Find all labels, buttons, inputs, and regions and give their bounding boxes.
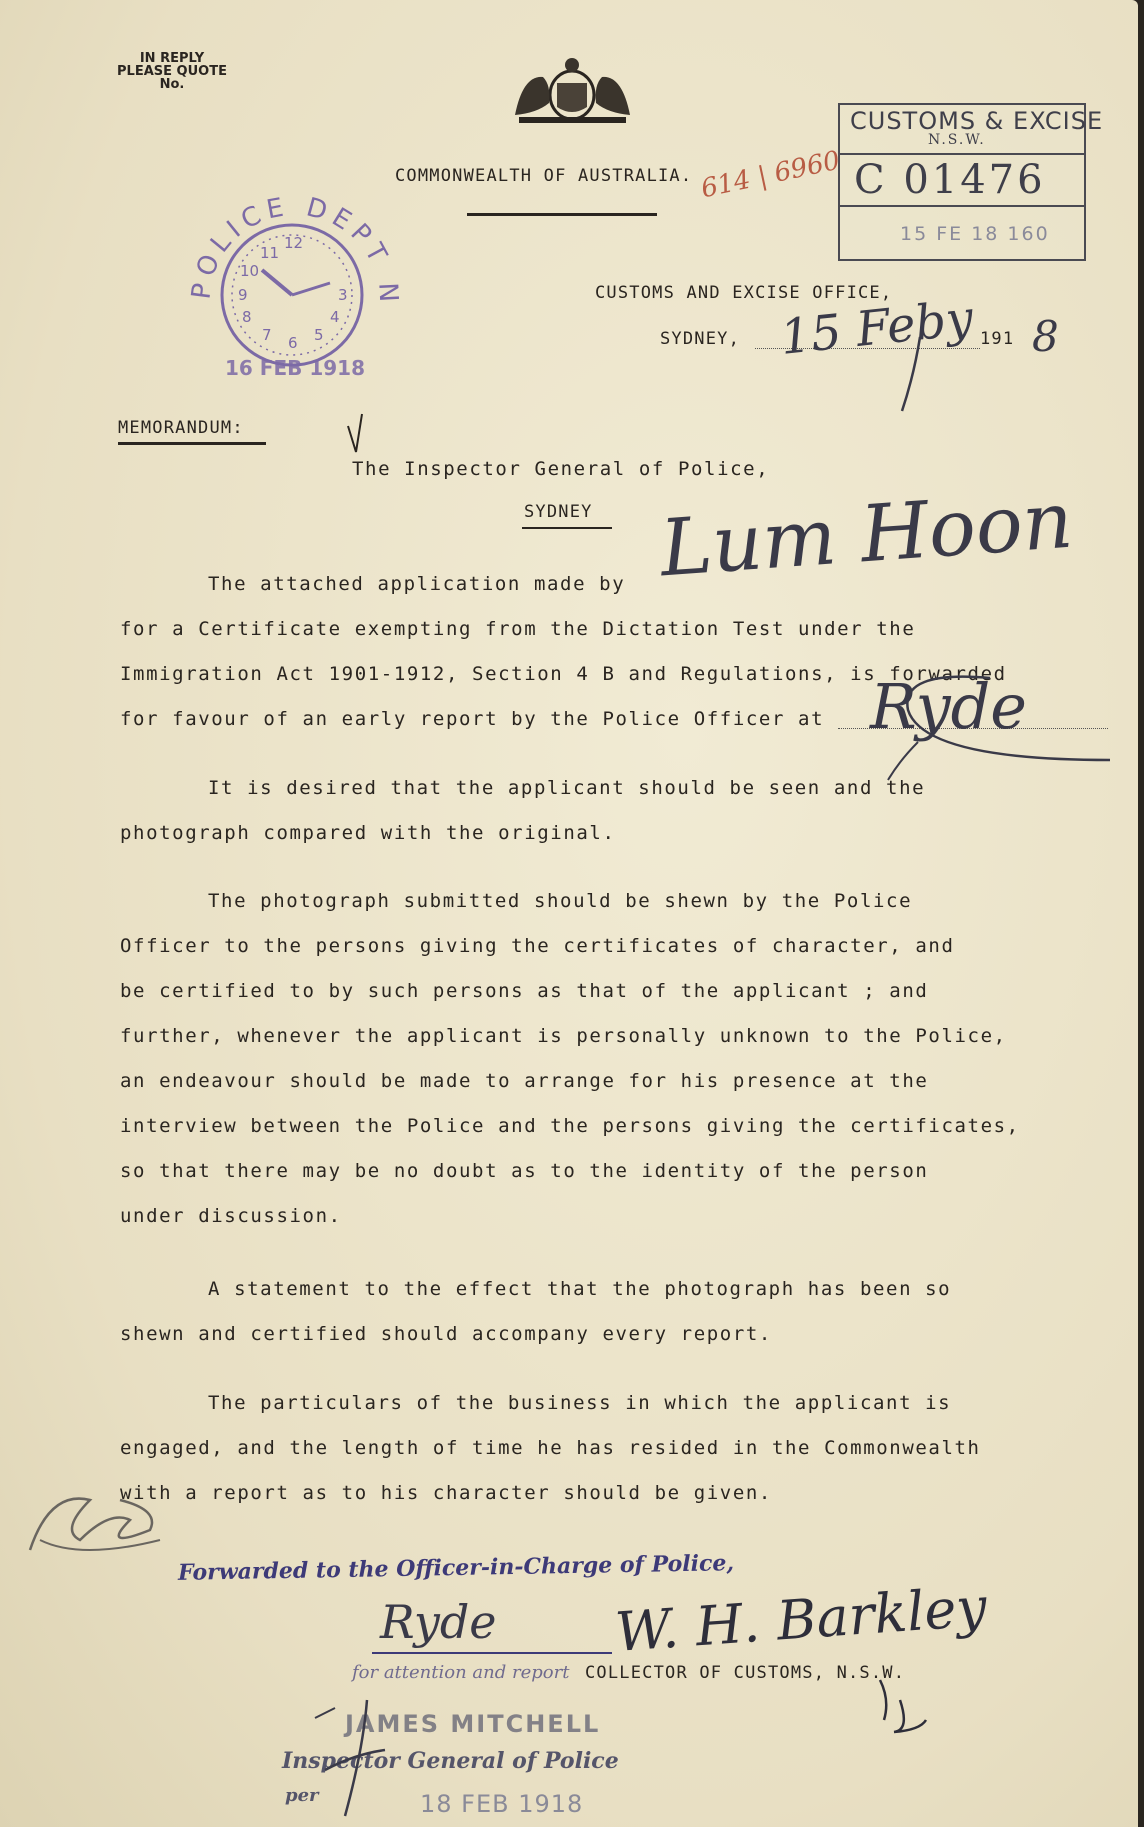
p4-line1: A statement to the effect that the photograph has been so [208,1278,952,1300]
customs-stamp-state: N.S.W. [928,132,986,148]
file-number-handwritten: 614 | 6960 [698,145,843,205]
document-heading: COMMONWEALTH OF AUSTRALIA. [395,166,693,186]
check-mark-icon [340,412,370,462]
p3-line4: further, whenever the applicant is personally unknown to the Police, [120,1025,1007,1047]
office-city: SYDNEY, [660,329,741,349]
svg-text:12: 12 [284,234,304,252]
margin-initials-icon [20,1470,170,1570]
customs-stamp-date: 15 FE 18 160 [900,223,1050,245]
p3-line1: The photograph submitted should be shewn by the Police [208,890,913,912]
place-pen-stroke [840,650,1120,790]
inspector-stamp-per: per [285,1785,319,1806]
p2-line1: It is desired that the applicant should be seen and the [208,777,926,799]
p3-line8: under discussion. [120,1205,342,1227]
p1-line3: Immigration Act 1901-1912, Section 4 B and Regulations, is forwarded [120,663,1007,685]
svg-text:8: 8 [242,308,252,326]
police-clock-stamp [180,190,405,390]
svg-text:7: 7 [262,326,272,344]
memorandum-label: MEMORANDUM: [118,418,244,438]
p3-line3: be certified to by such persons as that of the applicant ; and [120,980,929,1002]
forwarded-place-handwritten: Ryde [380,1595,497,1649]
svg-text:11: 11 [260,244,280,262]
p1-lead: The attached application made by [208,573,626,595]
p5-line2: engaged, and the length of time he has resided in the Commonwealth [120,1437,981,1459]
p2-line2: photograph compared with the original. [120,822,616,844]
svg-text:4: 4 [330,308,340,326]
forwarded-stamp-line1: Forwarded to the Officer-in-Charge of Police, [177,1550,735,1586]
customs-stamp-title: CUSTOMS & EXCISE [850,107,1104,135]
initials-pen-stroke [870,1670,930,1740]
p3-line7: so that there may be no doubt as to the identity of the person [120,1160,929,1182]
svg-text:POLICE DEPT N.S.W.: POLICE DEPT N [186,191,404,309]
date-handwritten: 15 Feby [777,290,976,366]
p4-line2: shewn and certified should accompany every report. [120,1323,772,1345]
coat-of-arms-icon [505,55,640,127]
svg-text:6: 6 [288,334,298,352]
addressee-line1: The Inspector General of Police, [352,458,770,480]
svg-text:3: 3 [338,286,348,304]
reply-ref-line1: IN REPLY [139,51,205,66]
p1-line4: for favour of an early report by the Police Officer at [120,708,825,730]
reply-ref-line2: PLEASE QUOTE [117,64,227,79]
inspector-stamp-date: 18 FEB 1918 [420,1790,584,1818]
svg-text:5: 5 [314,326,324,344]
office-name: CUSTOMS AND EXCISE OFFICE, [595,283,893,303]
p5-line1: The particulars of the business in which the applicant is [208,1392,952,1414]
p3-line2: Officer to the persons giving the certificates of character, and [120,935,955,957]
year-prefix: 191 [980,329,1015,349]
reply-ref-line3: No. [159,77,185,92]
reply-reference [112,52,232,91]
applicant-name-handwritten: Lum Hoon [657,475,1076,595]
svg-text:9: 9 [238,286,248,304]
p3-line5: an endeavour should be made to arrange for his presence at the [120,1070,929,1092]
inspector-pen-stroke [285,1690,425,1820]
customs-stamp [838,103,1104,261]
customs-stamp-number: C 01476 [854,157,1046,203]
inspector-stamp-title: Inspector General of Police [282,1748,619,1774]
inspector-stamp-name: JAMES MITCHELL [345,1710,601,1738]
addressee-city: SYDNEY [524,502,593,522]
p5-line3: with a report as to his character should be given. [120,1482,772,1504]
date-pen-stroke [890,335,930,415]
forwarded-stamp-line2: for attention and report [352,1662,570,1683]
police-stamp-date: 16 FEB 1918 [225,356,365,380]
collector-title: COLLECTOR OF CUSTOMS, N.S.W. [585,1663,906,1683]
p3-line6: interview between the Police and the persons giving the certificates, [120,1115,1020,1137]
collector-signature: W. H. Barkley [613,1575,989,1664]
heading-rule [467,213,657,216]
p1-line2: for a Certificate exempting from the Dictation Test under the [120,618,916,640]
year-suffix-handwritten: 8 [1032,312,1059,361]
place-handwritten: Ryde [870,670,1027,743]
svg-text:10: 10 [240,262,260,280]
